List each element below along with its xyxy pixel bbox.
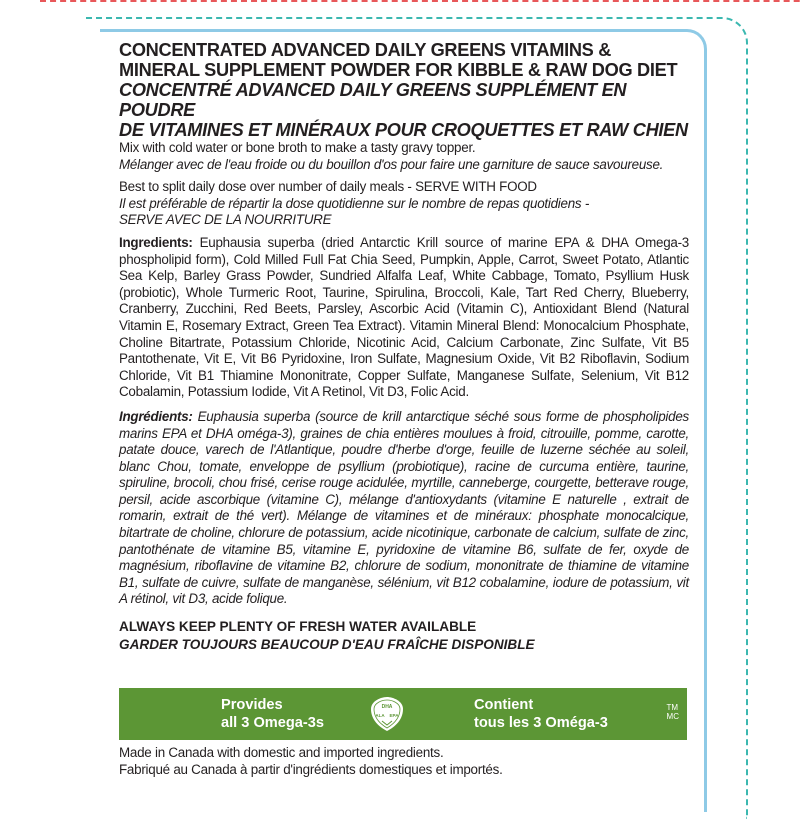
banner-text-fr (474, 696, 608, 732)
ingredients-en (119, 235, 689, 401)
seal-epa-label: EPA (389, 713, 399, 718)
title-fr-line1: CONCENTRÉ ADVANCED DAILY GREENS SUPPLÉMENT EN POUDRE (119, 80, 627, 120)
water-notice-en: ALWAYS KEEP PLENTY OF FRESH WATER AVAILABLE (119, 619, 477, 635)
serve-instructions-fr-line2: SERVE AVEC DE LA NOURRITURE (119, 212, 332, 228)
title-fr-line2: DE VITAMINES ET MINÉRAUX POUR CROQUETTES ET RAW CHIEN (119, 120, 688, 140)
omega-seal-icon (369, 695, 405, 733)
water-notice-fr: GARDER TOUJOURS BEAUCOUP D'EAU FRAÎCHE DISPONIBLE (119, 637, 535, 653)
ingredients-en-text: Euphausia superba (dried Antarctic Krill source of marine EPA & DHA Omega-3 phospholipid form), Cold Milled Full Fat Chia Seed, Pumpkin, Apple, Carrot, Sweet Potato, Atlantic Sea Kelp, Barley Grass Powder, Sundried Alfalfa Leaf, White Cabbage, Tomato, Psyllium Husk (probiotic), Whole Turmeric Root, Taurine, Spirulina, Broccoli, Kale, Tart Red Cherry, Blueberry, Cranberry, Zucchini, Red Beets, Parsley, Ascorbic Acid (Vitamin C), Antioxidant Blend (Natural Vitamin E, Rosemary Extract, Green Tea Extract). Vitamin Mineral Blend: Monocalcium Phosphate, Choline Bitartrate, Potassium Chloride, Nicotinic Acid, Calcium Carbonate, Zinc Sulfate, Vit B5 Pantothenate, Vit E, Vit B6 Pyridoxine, Iron Sulfate, Magnesium Oxide, Vit B2 Riboflavin, Sodium Chloride, Vit B1 Thiamine Mononitrate, Copper Sulfate, Manganese Sulfate, Selenium, Vit B12 Cobalamin, Potassium Iodide, Vit A Retinol, Vit D3, Folic Acid. (119, 234, 689, 400)
ingredients-en-label: Ingredients: (119, 234, 193, 250)
trademark-marks (667, 703, 679, 721)
seal-dha-label: DHA (381, 704, 393, 710)
serve-instructions-fr-line1: Il est préférable de répartir la dose quotidienne sur le nombre de repas quotidiens - (119, 195, 590, 211)
mix-instructions-en: Mix with cold water or bone broth to make a tasty gravy topper. (119, 140, 476, 155)
label-content (119, 40, 689, 654)
ingredients-fr (119, 409, 689, 608)
title-en-line1: CONCENTRATED ADVANCED DAILY GREENS VITAMINS & (119, 40, 612, 60)
mix-instructions-fr: Mélanger avec de l'eau froide ou du bouillon d'os pour faire une garniture de sauce savoureuse. (119, 156, 664, 172)
trademark-tm: TM (666, 703, 679, 712)
origin-statement (119, 745, 689, 779)
serve-instructions-en: Best to split daily dose over number of daily meals - SERVE WITH FOOD (119, 179, 537, 195)
banner-en-line2: all 3 Omega-3s (221, 715, 325, 731)
banner-fr-line2: tous les 3 Oméga-3 (474, 715, 608, 731)
decorative-red-dashed-border (40, 0, 800, 2)
omega-banner (119, 688, 687, 740)
banner-en-line1: Provides (221, 697, 283, 713)
title-en-line2: MINERAL SUPPLEMENT POWDER FOR KIBBLE & RAW DOG DIET (119, 60, 678, 80)
ingredients-fr-label: Ingrédients: (119, 408, 193, 424)
origin-en: Made in Canada with domestic and imported ingredients. (119, 745, 444, 760)
banner-text-en (221, 696, 324, 732)
trademark-mc: MC (666, 712, 679, 721)
banner-fr-line1: Contient (474, 697, 534, 713)
ingredients-fr-text: Euphausia superba (source de krill antarctique séché sous forme de phospholipides marins EPA et DHA oméga-3), graines de chia entières moulues à froid, citrouille, pomme, carotte, patate douce, varech de l'Atlantique, poudre d'herbe d'orge, feuille de luzerne séchée au soleil, blanc Chou, tomate, enveloppe de psyllium (probiotique), racine de curcuma entière, taurine, spiruline, brocoli, chou frisé, cerise rouge acidulée, myrtille, canneberge, courgette, betterave rouge, persil, acide ascorbique (vitamine C), mélange d'antioxydants (vitamine E naturelle , extrait de romarin, extrait de thé vert). Mélange de vitamines et de minéraux: phosphate monocalcique, bitartrate de choline, chlorure de potassium, acide nicotinique, carbonate de calcium, sulfate de zinc, pantothénate de vitamine B5, vitamine E, pyridoxine de vitamine B6, sulfate de fer, oxyde de magnésium, riboflavine de vitamine B2, chlorure de sodium, mononitrate de thiamine de vitamine B1, sulfate de cuivre, sulfate de manganèse, sélénium, vit B12 cobalamine, iodure de potassium, vit A rétinol, vit D3, acide folique. (119, 408, 689, 607)
seal-ala-label: ALA (375, 713, 385, 718)
origin-fr: Fabriqué au Canada à partir d'ingrédients domestiques et importés. (119, 761, 503, 777)
